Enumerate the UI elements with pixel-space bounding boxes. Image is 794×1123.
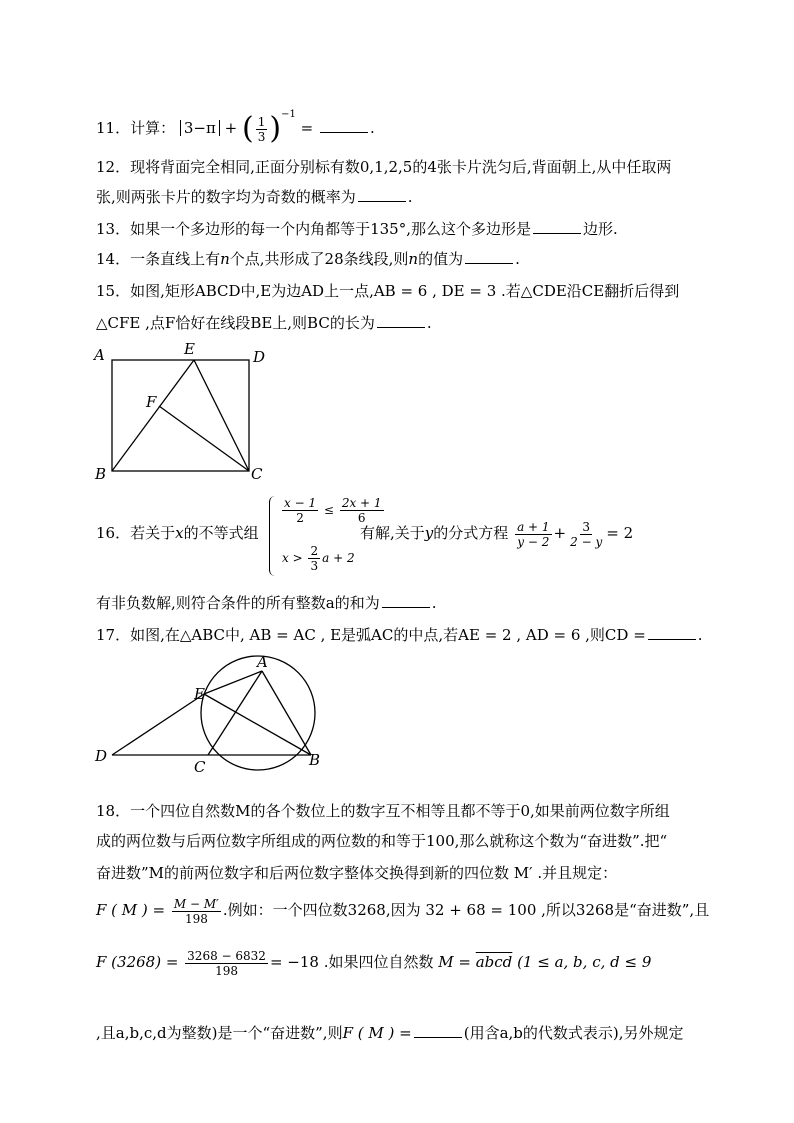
q16-ineq2-frac-num: 2 — [310, 544, 319, 558]
q16-ineq2-left: x > — [282, 551, 303, 565]
segment-ec — [194, 360, 249, 471]
q16-ineq1-left-num: x − 1 — [284, 496, 317, 510]
q11-lparen: ( — [242, 111, 254, 146]
question-18-line6 — [96, 1022, 684, 1044]
question-12-line2 — [96, 186, 413, 208]
q11-prefix: 11．计算： — [96, 119, 176, 137]
q18-f-frac — [172, 897, 221, 926]
q14-var: n — [220, 250, 230, 268]
question-17 — [96, 624, 703, 646]
label-d2: D — [95, 747, 108, 765]
label-b2: B — [309, 751, 321, 769]
segment-ab — [262, 671, 311, 755]
question-18-line4 — [96, 892, 709, 928]
q16-eq-frac2-num: 3 — [582, 519, 590, 534]
q16-ineq1-left — [282, 496, 318, 525]
answer-blank-12[interactable] — [358, 187, 406, 202]
q16-tail: . — [431, 594, 437, 612]
q18-f2-den: 198 — [215, 963, 238, 978]
question-18-line1: 18．一个四位自然数M的各个数位上的数字互不相等且都不等于0,如果前两位数字所组 — [96, 802, 670, 820]
q18-line4-tail: .例如：一个四位数3268,因为 32 + 68 = 100 ,所以3268是“奋进数”,且 — [222, 901, 710, 919]
q11-exponent: −1 — [281, 109, 296, 120]
question-15-line2 — [96, 312, 432, 334]
q16-eq-frac1-num: a + 1 — [517, 519, 550, 534]
q18-range: (1 ≤ a, b, c, d ≤ 9 — [517, 953, 652, 971]
question-12-line1: 12．现将背面完全相同,正面分别标有数0,1,2,5的4张卡片洗匀后,背面朝上,从中任取两 — [96, 158, 672, 176]
answer-blank-13[interactable] — [533, 219, 581, 234]
q14-var2: n — [408, 250, 419, 268]
segment-eb — [204, 694, 311, 755]
label-c2: C — [194, 758, 206, 776]
q18-f-lhs: F ( M ) = — [96, 901, 166, 919]
q11-plus: + — [224, 119, 238, 137]
segment-ac — [208, 671, 262, 755]
q16-var-y: y — [424, 524, 434, 542]
q16-mid: 的不等式组 — [183, 524, 259, 542]
q16-plus: + — [553, 524, 567, 542]
q18-line6-tail: (用含a,b的代数式表示),另外规定 — [463, 1024, 684, 1042]
q16-line2-text: 有非负数解,则符合条件的所有整数a的和为 — [96, 594, 380, 612]
q16-ineq2-tail: a + 2 — [322, 551, 355, 565]
q16-ineq1-right-num: 2x + 1 — [341, 496, 382, 510]
q16-ineq1-left-den: 2 — [296, 511, 304, 525]
q11-tail: . — [369, 119, 375, 137]
q16-mid3: 的分式方程 — [433, 524, 509, 542]
q11-rparen: ) — [269, 111, 282, 146]
label-e2: E — [194, 685, 205, 703]
question-11 — [96, 109, 375, 146]
segment-ea — [204, 671, 262, 694]
question-16 — [96, 522, 259, 544]
q17-text: 17．如图,在△ABC中, AB = AC , E是弧AC的中点,若AE = 2 , AD = 6 ,则CD = — [96, 626, 646, 644]
answer-blank-18[interactable] — [414, 1023, 462, 1038]
q11-frac-num: 1 — [257, 114, 266, 129]
q16-mid2: 有解,关于 — [360, 524, 425, 542]
q16-eq-frac2 — [568, 520, 604, 549]
q14-prefix: 14．一条直线上有 — [96, 250, 221, 268]
question-18-line3: 奋进数”M的前两位数字和后两位数字整体交换得到新的四位数 M′ .并且规定： — [96, 864, 618, 882]
answer-blank-15[interactable] — [377, 313, 425, 328]
q16-var-x: x — [175, 524, 184, 542]
label-a: A — [94, 346, 105, 364]
label-e: E — [184, 340, 195, 358]
q18-f-den: 198 — [184, 911, 208, 926]
q16-eq-rhs: = 2 — [606, 524, 634, 542]
q18-m-eq: M = — [438, 953, 471, 971]
q12-text: 张,则两张卡片的数字均为奇数的概率为 — [96, 188, 356, 206]
figure-circle-triangle — [90, 650, 330, 782]
q16-ineq2-frac-den: 3 — [310, 559, 319, 573]
q11-equals: = — [300, 119, 314, 137]
answer-blank-16[interactable] — [382, 593, 430, 608]
q13-tail: 边形. — [583, 220, 618, 238]
q13-text: 13．如果一个多边形的每一个内角都等于135°,那么这个多边形是 — [96, 220, 531, 238]
q11-abs: 3−π — [180, 120, 220, 136]
q16-prefix: 16．若关于 — [96, 524, 176, 542]
answer-blank-17[interactable] — [648, 625, 696, 640]
q16-eq-frac1 — [515, 520, 551, 549]
rect-abcd — [112, 360, 249, 471]
question-16-line2 — [96, 592, 437, 614]
label-c: C — [251, 465, 263, 483]
question-13 — [96, 218, 618, 240]
q16-equation — [360, 514, 633, 552]
answer-blank-14[interactable] — [465, 249, 513, 264]
q16-eq-frac1-den: y − 2 — [517, 534, 550, 549]
q16-ineq1-right-den: 6 — [357, 511, 366, 525]
question-14 — [96, 248, 520, 270]
segment-be — [112, 360, 194, 471]
q18-f-num: M − M′ — [173, 896, 219, 911]
label-f: F — [146, 393, 157, 411]
q11-frac — [256, 115, 268, 144]
q18-f2-frac — [185, 949, 268, 978]
figure-rectangle-abcd — [90, 338, 280, 486]
question-18-line2: 成的两位数与后两位数字所组成的两位数的和等于100,那么就称这个数为“奋进数”.把“ — [96, 832, 668, 850]
q14-mid: 个点,共形成了28条线段,则 — [229, 250, 409, 268]
q17-tail: . — [697, 626, 703, 644]
q16-ineq2-frac — [308, 544, 320, 573]
segment-fc — [159, 406, 249, 471]
q18-line6-prefix: ,且a,b,c,d为整数)是一个“奋进数”,则 — [96, 1024, 343, 1042]
q18-f3: F ( M ) = — [342, 1024, 412, 1042]
q11-frac-den: 3 — [257, 129, 266, 144]
question-18-line5 — [96, 944, 651, 980]
label-b: B — [95, 465, 107, 483]
q18-f2-num: 3268 − 6832 — [187, 948, 266, 963]
q12-tail: . — [407, 188, 413, 206]
label-d: D — [253, 348, 266, 366]
q16-ineq1-op: ≤ — [323, 503, 334, 517]
label-a2: A — [257, 653, 268, 671]
q16-eq-frac2-den: 2 − y — [570, 534, 603, 549]
q14-tail: . — [515, 250, 520, 268]
q18-f2-lhs: F (3268) = — [96, 953, 179, 971]
q18-abcd: abcd — [475, 953, 513, 971]
q14-mid2: 的值为 — [418, 250, 464, 268]
q18-line5-tail: = −18 .如果四位自然数 — [269, 953, 434, 971]
q15-tail: . — [426, 314, 432, 332]
segment-de — [112, 694, 204, 755]
question-15-line1: 15．如图,矩形ABCD中,E为边AD上一点,AB = 6 , DE = 3 .若△CDE沿CE翻折后得到 — [96, 282, 680, 300]
q16-ineq2 — [282, 544, 355, 573]
answer-blank-11[interactable] — [320, 118, 368, 133]
q15-text: △CFE ,点F恰好在线段BE上,则BC的长为 — [96, 314, 375, 332]
q16-system-brace — [269, 496, 276, 576]
